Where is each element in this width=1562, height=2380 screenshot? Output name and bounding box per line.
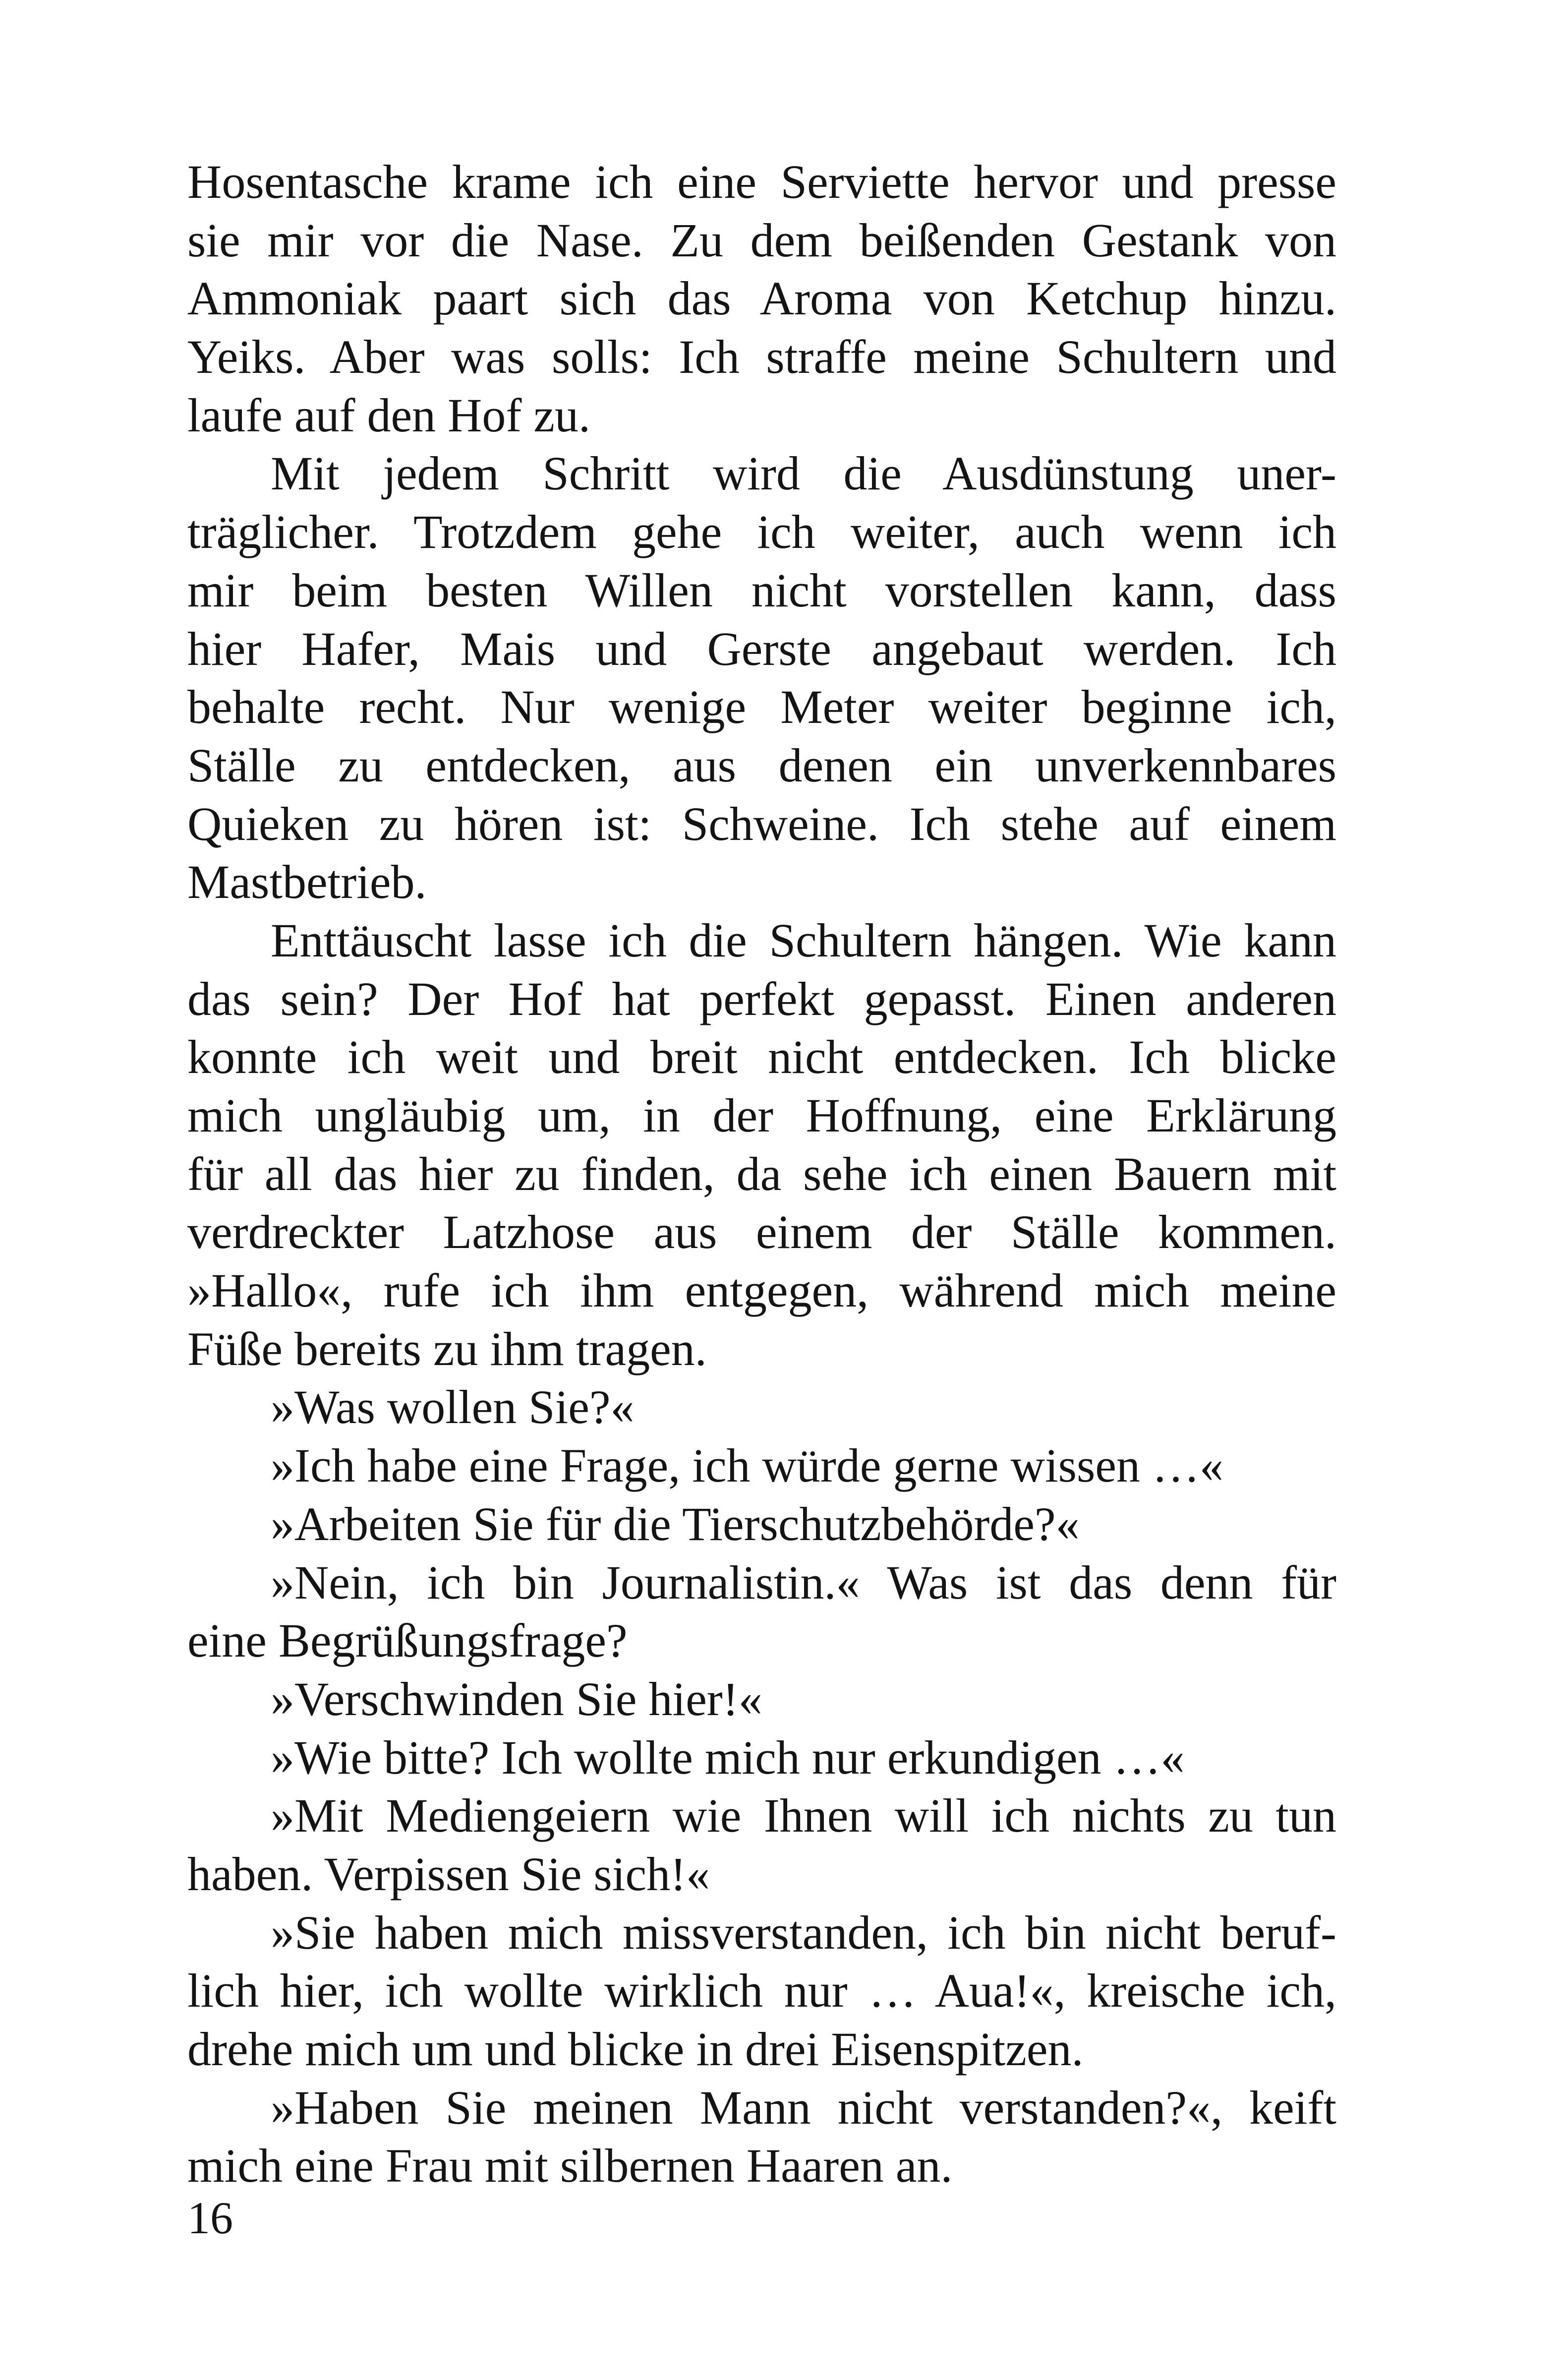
text-line: verdreckter Latzhose aus einem der Ställe kommen. — [187, 1205, 1336, 1259]
text-line: »Wie bitte? Ich wollte mich nur erkundigen …« — [271, 1730, 1185, 1784]
text-line: hier Hafer, Mais und Gerste angebaut werden. Ich — [187, 622, 1336, 675]
text-line: behalte recht. Nur wenige Meter weiter beginne ich, — [187, 680, 1336, 734]
text-line: »Hallo«, rufe ich ihm entgegen, während mich meine — [187, 1264, 1336, 1317]
text-line: haben. Verpissen Sie sich!« — [187, 1847, 710, 1901]
text-line: Enttäuscht lasse ich die Schultern hängen. Wie kann — [271, 913, 1336, 967]
text-line: »Was wollen Sie?« — [271, 1380, 635, 1434]
text-line: konnte ich weit und breit nicht entdecken. Ich blicke — [187, 1030, 1336, 1084]
text-line: eine Begrüßungsfrage? — [187, 1614, 628, 1667]
text-line: laufe auf den Hof zu. — [187, 388, 590, 442]
text-line: »Haben Sie meinen Mann nicht verstanden?«, keift — [271, 2081, 1336, 2134]
text-line: Ammoniak paart sich das Aroma von Ketchup hinzu. — [187, 272, 1336, 325]
text-line: Quieken zu hören ist: Schweine. Ich stehe auf einem — [187, 797, 1336, 850]
text-line: »Verschwinden Sie hier!« — [271, 1672, 762, 1726]
text-line: »Arbeiten Sie für die Tierschutzbehörde?« — [271, 1497, 1080, 1550]
text-line: »Ich habe eine Frage, ich würde gerne wissen …« — [271, 1439, 1223, 1492]
text-line: Mastbetrieb. — [187, 855, 427, 909]
text-line: mich ungläubig um, in der Hoffnung, eine Erklärung — [187, 1089, 1336, 1142]
text-line: mich eine Frau mit silbernen Haaren an. — [187, 2139, 953, 2193]
text-line: für all das hier zu finden, da sehe ich einen Bauern mit — [187, 1147, 1336, 1200]
text-line: träglicher. Trotzdem gehe ich weiter, auch wenn ich — [187, 505, 1336, 559]
text-line: sie mir vor die Nase. Zu dem beißenden Gestank von — [187, 213, 1336, 267]
page-number: 16 — [187, 2193, 233, 2243]
text-line: Yeiks. Aber was solls: Ich straffe meine Schultern und — [187, 330, 1336, 384]
text-line: mir beim besten Willen nicht vorstellen kann, dass — [187, 563, 1336, 617]
text-line: »Sie haben mich missverstanden, ich bin nicht beruf- — [271, 1905, 1336, 1959]
text-line: »Nein, ich bin Journalistin.« Was ist das denn für — [271, 1555, 1336, 1609]
text-line: das sein? Der Hof hat perfekt gepasst. Einen anderen — [187, 972, 1336, 1025]
body-text — [187, 153, 1336, 2195]
text-line: Hosentasche krame ich eine Serviette hervor und presse — [187, 155, 1336, 208]
text-line: Füße bereits zu ihm tragen. — [187, 1322, 707, 1375]
text-line: »Mit Mediengeiern wie Ihnen will ich nichts zu tun — [271, 1789, 1336, 1843]
text-line: Ställe zu entdecken, aus denen ein unverkennbares — [187, 738, 1336, 792]
text-line: Mit jedem Schritt wird die Ausdünstung uner- — [271, 447, 1336, 500]
text-line: lich hier, ich wollte wirklich nur … Aua!«, kreische ich, — [187, 1964, 1336, 2018]
text-line: drehe mich um und blicke in drei Eisenspitzen. — [187, 2023, 1084, 2076]
